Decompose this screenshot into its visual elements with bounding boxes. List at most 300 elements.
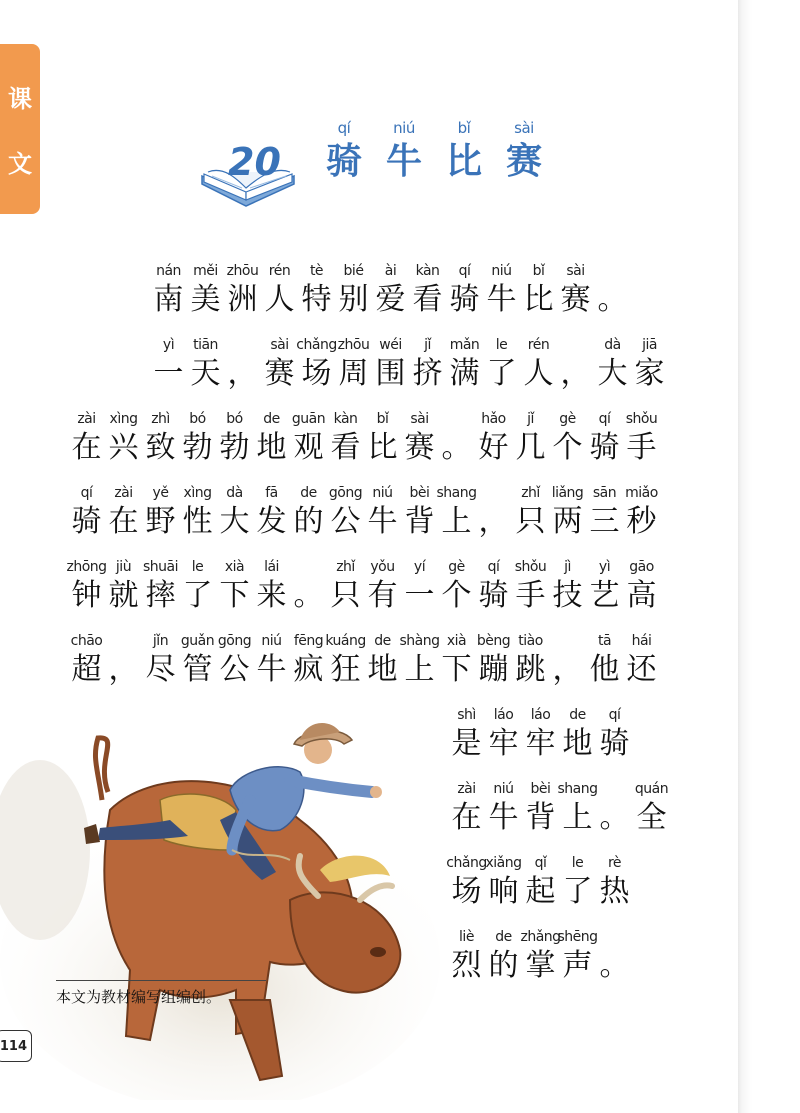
pinyin: ài <box>384 263 397 279</box>
hanzi: 勃 <box>182 430 213 465</box>
pinyin: bó <box>226 411 243 427</box>
char-unit <box>485 854 522 912</box>
pinyin: chǎng <box>446 855 487 871</box>
char-unit <box>105 410 142 468</box>
hanzi: 发 <box>256 504 287 539</box>
hanzi: 大 <box>597 356 628 391</box>
char-unit <box>557 262 594 320</box>
hanzi: 还 <box>626 652 657 687</box>
char-unit <box>290 410 327 468</box>
char-unit <box>549 632 586 690</box>
pinyin: shang <box>436 485 477 501</box>
hanzi: 牛 <box>486 282 517 317</box>
char-unit <box>187 336 224 394</box>
char-unit <box>483 336 520 394</box>
char-unit <box>446 336 483 394</box>
char-unit <box>216 410 253 468</box>
hanzi: 牛 <box>488 800 519 835</box>
pinyin: shēng <box>557 929 598 945</box>
title-pinyin: sài <box>514 119 534 137</box>
pinyin: qí <box>458 263 471 279</box>
title-pinyin: qí <box>337 119 351 137</box>
hanzi: 个 <box>441 578 472 613</box>
char-unit <box>216 632 253 690</box>
hanzi: 了 <box>562 874 593 909</box>
char-unit <box>68 410 105 468</box>
char-unit <box>327 484 364 542</box>
pinyin: shàng <box>399 633 440 649</box>
char-unit <box>150 336 187 394</box>
hanzi: ， <box>478 504 509 539</box>
hanzi: 天 <box>190 356 221 391</box>
hanzi: 。 <box>441 430 472 465</box>
text-line <box>68 558 660 616</box>
char-unit <box>485 706 522 764</box>
pinyin: de <box>569 707 586 723</box>
hanzi: 起 <box>525 874 556 909</box>
pinyin: fēng <box>293 633 324 649</box>
hanzi: 特 <box>301 282 332 317</box>
pinyin: xià <box>446 633 467 649</box>
section-tab <box>0 44 40 214</box>
pinyin: chǎng <box>296 337 337 353</box>
char-unit <box>290 632 327 690</box>
pinyin: zài <box>77 411 96 427</box>
char-unit <box>522 928 559 986</box>
hanzi: 了 <box>486 356 517 391</box>
title-char: 牛 <box>385 140 422 182</box>
title-char: 比 <box>445 140 482 182</box>
char-unit <box>179 632 216 690</box>
text-line <box>68 484 660 542</box>
char-unit <box>401 632 438 690</box>
hanzi: 有 <box>367 578 398 613</box>
char-unit <box>438 632 475 690</box>
char-unit <box>335 262 372 320</box>
hanzi: 下 <box>219 578 250 613</box>
hanzi: 蹦 <box>478 652 509 687</box>
hanzi: 洲 <box>227 282 258 317</box>
hanzi: 满 <box>449 356 480 391</box>
char-unit <box>623 632 660 690</box>
pinyin: qí <box>80 485 93 501</box>
char-unit <box>512 632 549 690</box>
hanzi: 牢 <box>488 726 519 761</box>
hanzi: 牛 <box>367 504 398 539</box>
char-unit <box>327 632 364 690</box>
pinyin: niú <box>261 633 282 649</box>
char-unit <box>401 484 438 542</box>
char-unit <box>335 336 372 394</box>
pinyin: xiǎng <box>485 855 522 871</box>
hanzi: 几 <box>515 430 546 465</box>
char-unit <box>142 484 179 542</box>
hanzi: 野 <box>145 504 176 539</box>
pinyin: xìng <box>183 485 212 501</box>
pinyin: gè <box>559 411 576 427</box>
pinyin: de <box>495 929 512 945</box>
hanzi: 场 <box>451 874 482 909</box>
char-unit <box>438 558 475 616</box>
pinyin: le <box>191 559 204 575</box>
pinyin: dà <box>226 485 243 501</box>
pinyin: sài <box>270 337 289 353</box>
hanzi: 家 <box>634 356 665 391</box>
char-unit <box>438 410 475 468</box>
hanzi: 骑 <box>599 726 630 761</box>
pinyin: jǐ <box>424 337 431 353</box>
text-line <box>68 410 660 468</box>
char-unit <box>483 262 520 320</box>
char-unit <box>372 336 409 394</box>
text-line <box>448 706 633 764</box>
char-unit <box>586 558 623 616</box>
pinyin: shang <box>557 781 598 797</box>
hanzi: 场 <box>301 356 332 391</box>
hanzi: 只 <box>330 578 361 613</box>
pinyin: qí <box>487 559 500 575</box>
pinyin: shǒu <box>625 411 658 427</box>
pinyin: zài <box>114 485 133 501</box>
hanzi: 来 <box>256 578 287 613</box>
hanzi: 背 <box>404 504 435 539</box>
hanzi: 在 <box>71 430 102 465</box>
hanzi: 下 <box>441 652 472 687</box>
hanzi: 只 <box>515 504 546 539</box>
pinyin: shuāi <box>142 559 178 575</box>
pinyin: guān <box>291 411 326 427</box>
hanzi: 看 <box>330 430 361 465</box>
hanzi: 两 <box>552 504 583 539</box>
hanzi: 勃 <box>219 430 250 465</box>
char-unit <box>448 928 485 986</box>
pinyin: měi <box>193 263 218 279</box>
hanzi: 爱 <box>375 282 406 317</box>
hanzi: 骑 <box>449 282 480 317</box>
hanzi: 看 <box>412 282 443 317</box>
hanzi: 围 <box>375 356 406 391</box>
char-unit <box>559 706 596 764</box>
hanzi: 响 <box>488 874 519 909</box>
char-unit <box>559 780 596 838</box>
char-unit <box>253 558 290 616</box>
hanzi: 秒 <box>626 504 657 539</box>
char-unit <box>448 854 485 912</box>
hanzi: 比 <box>523 282 554 317</box>
hanzi: 掌 <box>525 948 556 983</box>
hanzi: 跳 <box>515 652 546 687</box>
char-unit <box>298 262 335 320</box>
char-unit <box>105 632 142 690</box>
hanzi: 了 <box>182 578 213 613</box>
char-unit <box>586 632 623 690</box>
char-unit <box>150 262 187 320</box>
char-unit <box>448 706 485 764</box>
hanzi: 赛 <box>404 430 435 465</box>
hanzi: 人 <box>264 282 295 317</box>
hanzi: 赛 <box>264 356 295 391</box>
pinyin: bǐ <box>532 263 545 279</box>
hanzi: 热 <box>599 874 630 909</box>
char-unit <box>475 410 512 468</box>
char-unit <box>446 262 483 320</box>
hanzi: 上 <box>562 800 593 835</box>
char-unit <box>290 558 327 616</box>
char-unit <box>327 410 364 468</box>
pinyin: tiān <box>193 337 218 353</box>
char-unit <box>68 484 105 542</box>
hanzi: 好 <box>478 430 509 465</box>
char-unit <box>485 928 522 986</box>
char-unit <box>522 706 559 764</box>
char-unit <box>557 336 594 394</box>
char-unit <box>549 484 586 542</box>
char-unit <box>401 410 438 468</box>
pinyin: tā <box>597 633 612 649</box>
pinyin: bèng <box>476 633 511 649</box>
pinyin: le <box>495 337 508 353</box>
hanzi: ， <box>560 356 591 391</box>
char-unit <box>596 780 633 838</box>
char-unit <box>559 854 596 912</box>
pinyin: zhǐ <box>336 559 355 575</box>
title-char: 骑 <box>325 140 362 182</box>
hanzi: ， <box>227 356 258 391</box>
text-line <box>150 336 668 394</box>
char-unit <box>364 484 401 542</box>
char-unit <box>586 410 623 468</box>
pinyin: yì <box>598 559 611 575</box>
pinyin: gōng <box>217 633 252 649</box>
pinyin: zài <box>457 781 476 797</box>
pinyin: hái <box>631 633 652 649</box>
char-unit <box>485 780 522 838</box>
hanzi: 骑 <box>589 430 620 465</box>
pinyin: zhōu <box>226 263 259 279</box>
pinyin: liǎng <box>551 485 584 501</box>
char-unit <box>623 410 660 468</box>
pinyin: jǐn <box>152 633 169 649</box>
char-unit <box>187 262 224 320</box>
pinyin: rè <box>607 855 622 871</box>
char-unit <box>68 558 105 616</box>
hanzi: 观 <box>293 430 324 465</box>
hanzi: 性 <box>182 504 213 539</box>
char-unit <box>364 410 401 468</box>
char-unit <box>512 484 549 542</box>
char-unit <box>549 558 586 616</box>
pinyin: bèi <box>409 485 430 501</box>
pinyin: tiào <box>518 633 543 649</box>
hanzi: 在 <box>451 800 482 835</box>
hanzi: 技 <box>552 578 583 613</box>
char-unit <box>475 484 512 542</box>
pinyin: zhōng <box>66 559 107 575</box>
char-unit <box>261 336 298 394</box>
page-edge <box>738 0 800 1113</box>
hanzi: 是 <box>451 726 482 761</box>
hanzi: 牛 <box>256 652 287 687</box>
char-unit <box>179 484 216 542</box>
char-unit <box>224 336 261 394</box>
pinyin: de <box>300 485 317 501</box>
hanzi: 个 <box>552 430 583 465</box>
hanzi: 骑 <box>478 578 509 613</box>
pinyin: sān <box>592 485 617 501</box>
pinyin: gāo <box>629 559 654 575</box>
hanzi: 挤 <box>412 356 443 391</box>
hanzi: 三 <box>589 504 620 539</box>
hanzi: 公 <box>219 652 250 687</box>
char-unit <box>438 484 475 542</box>
char-unit <box>105 484 142 542</box>
hanzi: 的 <box>488 948 519 983</box>
hanzi: 一 <box>153 356 184 391</box>
char-unit <box>586 484 623 542</box>
title-pinyin: bǐ <box>457 119 471 137</box>
char-unit <box>522 854 559 912</box>
pinyin: xià <box>224 559 245 575</box>
hanzi: 高 <box>626 578 657 613</box>
pinyin: kàn <box>333 411 358 427</box>
hanzi: 。 <box>599 948 630 983</box>
char-unit <box>142 558 179 616</box>
pinyin: zhǐ <box>521 485 540 501</box>
pinyin: yě <box>152 485 169 501</box>
hanzi: 别 <box>338 282 369 317</box>
hanzi: 南 <box>153 282 184 317</box>
pinyin: zhōu <box>337 337 370 353</box>
char-unit <box>298 336 335 394</box>
hanzi: 钟 <box>71 578 102 613</box>
char-unit <box>520 336 557 394</box>
char-unit <box>253 484 290 542</box>
pinyin: gōng <box>328 485 363 501</box>
char-unit <box>559 928 596 986</box>
hanzi: 。 <box>293 578 324 613</box>
pinyin: bǐ <box>376 411 389 427</box>
char-unit <box>475 632 512 690</box>
hanzi: 。 <box>597 282 628 317</box>
text-line <box>448 780 670 838</box>
hanzi: 周 <box>338 356 369 391</box>
pinyin: zhì <box>151 411 170 427</box>
pinyin: kuáng <box>325 633 366 649</box>
char-unit <box>512 558 549 616</box>
hanzi: 地 <box>562 726 593 761</box>
char-unit <box>179 558 216 616</box>
pinyin: bèi <box>530 781 551 797</box>
hanzi: 上 <box>404 652 435 687</box>
hanzi: 比 <box>367 430 398 465</box>
pinyin: niú <box>493 781 514 797</box>
char-unit <box>364 632 401 690</box>
pinyin: tè <box>309 263 324 279</box>
pinyin: láo <box>493 707 514 723</box>
hanzi: 狂 <box>330 652 361 687</box>
hanzi: 管 <box>182 652 213 687</box>
char-unit <box>633 780 670 838</box>
pinyin: niú <box>491 263 512 279</box>
hanzi: 赛 <box>560 282 591 317</box>
char-unit <box>364 558 401 616</box>
pinyin: rén <box>527 337 550 353</box>
char-unit <box>549 410 586 468</box>
hanzi: 人 <box>523 356 554 391</box>
char-unit <box>253 410 290 468</box>
hanzi: 就 <box>108 578 139 613</box>
pinyin: hǎo <box>481 411 506 427</box>
char-unit <box>253 632 290 690</box>
pinyin: lái <box>264 559 279 575</box>
char-unit <box>409 262 446 320</box>
bull-riding-illustration <box>0 700 440 1100</box>
pinyin: jiā <box>642 337 657 353</box>
pinyin: fā <box>265 485 278 501</box>
pinyin: shì <box>457 707 476 723</box>
char-unit <box>594 262 631 320</box>
pinyin: kàn <box>415 263 440 279</box>
pinyin: wéi <box>379 337 402 353</box>
hanzi: 摔 <box>145 578 176 613</box>
char-unit <box>216 484 253 542</box>
title-char: 赛 <box>505 140 542 182</box>
title-pinyin: niú <box>393 119 415 137</box>
char-unit <box>68 632 105 690</box>
hanzi: 声 <box>562 948 593 983</box>
pinyin: mǎn <box>449 337 480 353</box>
hanzi: 地 <box>256 430 287 465</box>
hanzi: 疯 <box>293 652 324 687</box>
text-line <box>150 262 631 320</box>
hanzi: 公 <box>330 504 361 539</box>
hanzi: 致 <box>145 430 176 465</box>
char-unit <box>596 706 633 764</box>
char-unit <box>372 262 409 320</box>
text-line <box>448 854 633 912</box>
char-unit <box>596 928 633 986</box>
hanzi: 兴 <box>108 430 139 465</box>
char-unit <box>142 632 179 690</box>
hanzi: 在 <box>108 504 139 539</box>
char-unit <box>448 780 485 838</box>
pinyin: jǐ <box>527 411 534 427</box>
pinyin: le <box>571 855 584 871</box>
pinyin: nán <box>156 263 181 279</box>
hanzi: 全 <box>636 800 667 835</box>
hanzi: 一 <box>404 578 435 613</box>
pinyin: dà <box>604 337 621 353</box>
hanzi: 大 <box>219 504 250 539</box>
pinyin: de <box>263 411 280 427</box>
hanzi: 美 <box>190 282 221 317</box>
tab-char: 课 <box>8 85 32 113</box>
char-unit <box>520 262 557 320</box>
char-unit <box>409 336 446 394</box>
pinyin: rén <box>268 263 291 279</box>
hanzi: 手 <box>626 430 657 465</box>
pinyin: jiù <box>115 559 132 575</box>
char-unit <box>512 410 549 468</box>
char-unit <box>623 484 660 542</box>
pinyin: bié <box>343 263 364 279</box>
pinyin: qǐ <box>534 855 547 871</box>
pinyin: qí <box>608 707 621 723</box>
pinyin: yí <box>413 559 426 575</box>
char-unit <box>224 262 261 320</box>
hanzi: 上 <box>441 504 472 539</box>
hanzi: 艺 <box>589 578 620 613</box>
